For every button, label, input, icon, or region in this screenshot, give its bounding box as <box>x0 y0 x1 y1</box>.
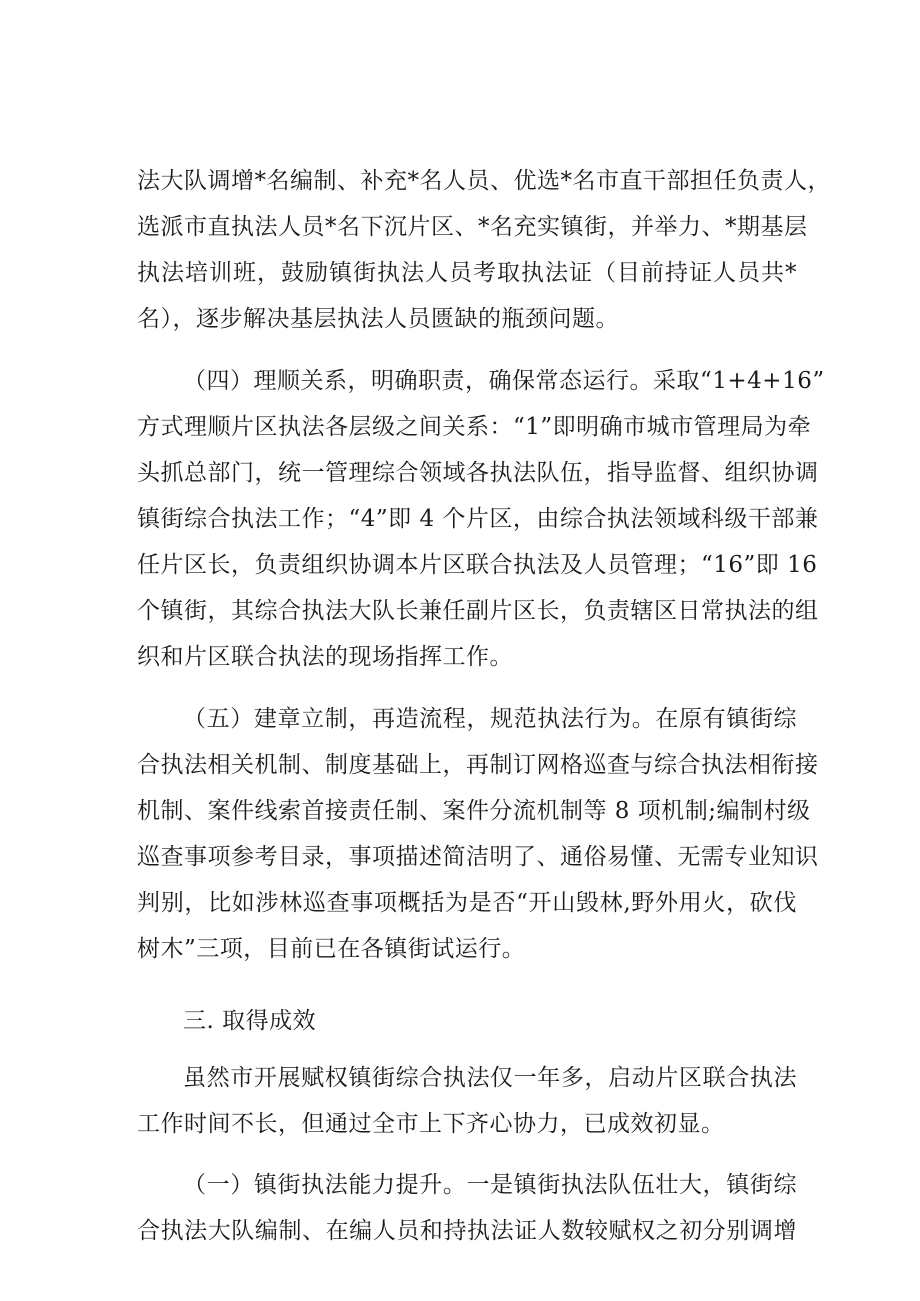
text-line: 法大队调增*名编制、补充*名人员、优选*名市直干部担任负责人， <box>137 168 831 194</box>
text-line: 树木”三项，目前已在各镇街试运行。 <box>137 936 526 962</box>
text-line: 工作时间不长，但通过全市上下齐心协力，已成效初显。 <box>137 1111 725 1137</box>
chapter-heading: 三. 取得成效 <box>183 1008 317 1034</box>
text-line: 选派市直执法人员*名下沉片区、*名充实镇街，并举力、*期基层 <box>137 214 808 240</box>
text-line: 合执法大队编制、在编人员和持执法证人数较赋权之初分别调增 <box>137 1218 797 1244</box>
text-line: 巡查事项参考目录，事项描述简洁明了、通俗易懂、无需专业知识 <box>137 844 819 870</box>
text-line: 机制、案件线索首接责任制、案件分流机制等 8 项机制;编制村级 <box>137 798 811 824</box>
text-line: 织和片区联合执法的现场指挥工作。 <box>137 644 513 670</box>
text-line: 虽然市开展赋权镇街综合执法仅一年多，启动片区联合执法 <box>183 1065 797 1091</box>
text-line: 执法培训班，鼓励镇街执法人员考取执法证（目前持证人员共* <box>137 260 797 286</box>
text-line: 判别，比如涉林巡查事项概括为是否“开山毁林,野外用火，砍伐 <box>137 890 797 916</box>
text-line: 合执法相关机制、制度基础上，再制订网格巡查与综合执法相衔接 <box>137 752 819 778</box>
text-line: 头抓总部门，统一管理综合领域各执法队伍，指导监督、组织协调 <box>137 460 819 486</box>
section-heading-4: （四）理顺关系，明确职责，确保常态运行。采取“1+4+16” <box>183 368 825 394</box>
section-heading-5: （五）建章立制，再造流程，规范执法行为。在原有镇街综 <box>183 706 797 732</box>
text-line: 名），逐步解决基层执法人员匮缺的瓶颈问题。 <box>137 306 619 332</box>
text-line: 镇街综合执法工作；“4”即 4 个片区，由综合执法领域科级干部兼 <box>137 506 819 532</box>
text-line: 方式理顺片区执法各层级之间关系：“1”即明确市城市管理局为牵 <box>137 414 812 440</box>
text-line: 任片区长，负责组织协调本片区联合执法及人员管理；“16”即 16 <box>137 552 818 578</box>
text-line: 个镇街，其综合执法大队长兼任副片区长，负责辖区日常执法的组 <box>137 598 819 624</box>
section-heading-1: （一）镇街执法能力提升。一是镇街执法队伍壮大，镇街综 <box>183 1172 797 1198</box>
